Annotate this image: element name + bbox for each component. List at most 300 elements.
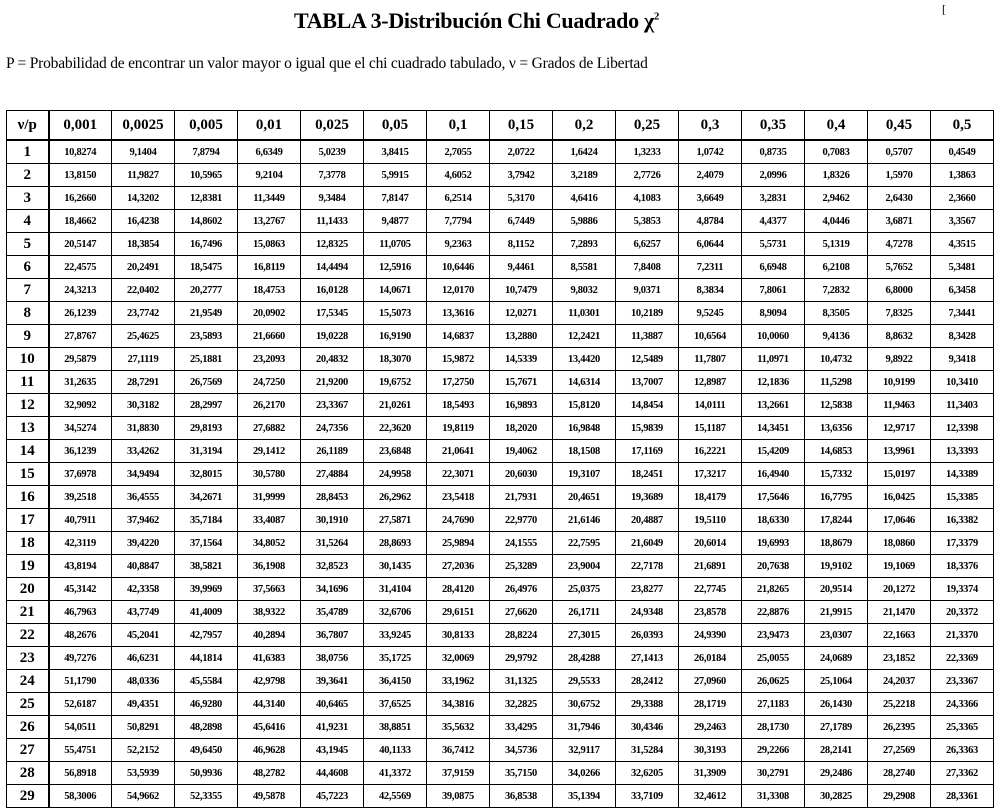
value-cell: 12,8987 (679, 371, 742, 394)
value-cell: 43,1945 (301, 739, 364, 762)
value-cell: 8,1152 (490, 233, 553, 256)
degrees-of-freedom-cell: 24 (7, 670, 49, 693)
value-cell: 4,0446 (805, 210, 868, 233)
table-row (7, 302, 994, 325)
value-cell: 27,3015 (553, 624, 616, 647)
value-cell: 24,0689 (805, 647, 868, 670)
value-cell: 21,6891 (679, 555, 742, 578)
value-cell: 18,4662 (49, 210, 112, 233)
value-cell: 19,3689 (616, 486, 679, 509)
column-header: 0,3 (679, 111, 742, 141)
value-cell: 17,1169 (616, 440, 679, 463)
value-cell: 5,9915 (364, 164, 427, 187)
value-cell: 16,9848 (553, 417, 616, 440)
value-cell: 13,6356 (805, 417, 868, 440)
value-cell: 46,6231 (112, 647, 175, 670)
value-cell: 21,0261 (364, 394, 427, 417)
table-row (7, 624, 994, 647)
value-cell: 20,3372 (931, 601, 994, 624)
value-cell: 25,3365 (931, 716, 994, 739)
value-cell: 31,3909 (679, 762, 742, 785)
value-cell: 31,3308 (742, 785, 805, 808)
value-cell: 41,9231 (301, 716, 364, 739)
value-cell: 3,6871 (868, 210, 931, 233)
table-row (7, 348, 994, 371)
value-cell: 3,3567 (931, 210, 994, 233)
value-cell: 27,8767 (49, 325, 112, 348)
value-cell: 7,8325 (868, 302, 931, 325)
value-cell: 25,0375 (553, 578, 616, 601)
value-cell: 26,1711 (553, 601, 616, 624)
value-cell: 15,1187 (679, 417, 742, 440)
value-cell: 24,7356 (301, 417, 364, 440)
value-cell: 9,2104 (238, 164, 301, 187)
value-cell: 22,3620 (364, 417, 427, 440)
value-cell: 1,3233 (616, 140, 679, 164)
value-cell: 21,0641 (427, 440, 490, 463)
column-header: 0,15 (490, 111, 553, 141)
value-cell: 30,4346 (616, 716, 679, 739)
value-cell: 36,7807 (301, 624, 364, 647)
value-cell: 13,3616 (427, 302, 490, 325)
value-cell: 28,1719 (679, 693, 742, 716)
value-cell: 27,3362 (931, 762, 994, 785)
value-cell: 46,9280 (175, 693, 238, 716)
value-cell: 14,4494 (301, 256, 364, 279)
value-cell: 38,5821 (175, 555, 238, 578)
value-cell: 23,0307 (805, 624, 868, 647)
value-cell: 18,6330 (742, 509, 805, 532)
value-cell: 42,9798 (238, 670, 301, 693)
value-cell: 1,8326 (805, 164, 868, 187)
value-cell: 44,1814 (175, 647, 238, 670)
value-cell: 23,3367 (301, 394, 364, 417)
value-cell: 33,9245 (364, 624, 427, 647)
value-cell: 28,8693 (364, 532, 427, 555)
value-cell: 41,6383 (238, 647, 301, 670)
value-cell: 11,7807 (679, 348, 742, 371)
degrees-of-freedom-cell: 15 (7, 463, 49, 486)
value-cell: 19,1069 (868, 555, 931, 578)
value-cell: 21,9915 (805, 601, 868, 624)
value-cell: 16,8119 (238, 256, 301, 279)
value-cell: 45,7223 (301, 785, 364, 808)
value-cell: 12,9717 (868, 417, 931, 440)
value-cell: 7,7794 (427, 210, 490, 233)
value-cell: 28,4288 (553, 647, 616, 670)
value-cell: 13,4420 (553, 348, 616, 371)
value-cell: 28,7291 (112, 371, 175, 394)
value-cell: 32,6205 (616, 762, 679, 785)
value-cell: 16,7496 (175, 233, 238, 256)
value-cell: 7,8061 (742, 279, 805, 302)
value-cell: 32,9117 (553, 739, 616, 762)
value-cell: 28,8453 (301, 486, 364, 509)
value-cell: 28,2997 (175, 394, 238, 417)
value-cell: 29,8193 (175, 417, 238, 440)
value-cell: 28,3361 (931, 785, 994, 808)
value-cell: 35,7150 (490, 762, 553, 785)
value-cell: 36,8538 (490, 785, 553, 808)
value-cell: 19,9102 (805, 555, 868, 578)
value-cell: 11,3403 (931, 394, 994, 417)
column-header: 0,0025 (112, 111, 175, 141)
column-header: 0,001 (49, 111, 112, 141)
value-cell: 23,5418 (427, 486, 490, 509)
value-cell: 40,6465 (301, 693, 364, 716)
value-cell: 9,4461 (490, 256, 553, 279)
value-cell: 11,0971 (742, 348, 805, 371)
value-cell: 16,7795 (805, 486, 868, 509)
value-cell: 7,8408 (616, 256, 679, 279)
value-cell: 25,1881 (175, 348, 238, 371)
value-cell: 16,9190 (364, 325, 427, 348)
value-cell: 21,9549 (175, 302, 238, 325)
value-cell: 28,2740 (868, 762, 931, 785)
value-cell: 39,4220 (112, 532, 175, 555)
value-cell: 14,5339 (490, 348, 553, 371)
value-cell: 31,4104 (364, 578, 427, 601)
value-cell: 49,4351 (112, 693, 175, 716)
value-cell: 21,6049 (616, 532, 679, 555)
value-cell: 39,0875 (427, 785, 490, 808)
column-header: 0,01 (238, 111, 301, 141)
value-cell: 26,4976 (490, 578, 553, 601)
value-cell: 38,8851 (364, 716, 427, 739)
value-cell: 15,5073 (364, 302, 427, 325)
value-cell: 27,6620 (490, 601, 553, 624)
value-cell: 13,2880 (490, 325, 553, 348)
value-cell: 12,1836 (742, 371, 805, 394)
value-cell: 35,5632 (427, 716, 490, 739)
value-cell: 15,0197 (868, 463, 931, 486)
value-cell: 34,5736 (490, 739, 553, 762)
value-cell: 7,8794 (175, 140, 238, 164)
value-cell: 16,3382 (931, 509, 994, 532)
value-cell: 9,3484 (301, 187, 364, 210)
value-cell: 5,3481 (931, 256, 994, 279)
value-cell: 25,9894 (427, 532, 490, 555)
table-row (7, 693, 994, 716)
degrees-of-freedom-cell: 4 (7, 210, 49, 233)
value-cell: 9,3418 (931, 348, 994, 371)
title-superscript: 2 (653, 10, 660, 23)
value-cell: 4,7278 (868, 233, 931, 256)
table-row (7, 785, 994, 808)
value-cell: 21,9200 (301, 371, 364, 394)
table-row (7, 601, 994, 624)
value-cell: 45,5584 (175, 670, 238, 693)
value-cell: 4,4377 (742, 210, 805, 233)
value-cell: 18,0860 (868, 532, 931, 555)
value-cell: 35,1725 (364, 647, 427, 670)
degrees-of-freedom-cell: 3 (7, 187, 49, 210)
value-cell: 23,8578 (679, 601, 742, 624)
value-cell: 32,8523 (301, 555, 364, 578)
value-cell: 6,2514 (427, 187, 490, 210)
table-row (7, 463, 994, 486)
value-cell: 33,4295 (490, 716, 553, 739)
value-cell: 25,3289 (490, 555, 553, 578)
value-cell: 2,7726 (616, 164, 679, 187)
degrees-of-freedom-cell: 25 (7, 693, 49, 716)
value-cell: 5,3853 (616, 210, 679, 233)
value-cell: 32,9092 (49, 394, 112, 417)
value-cell: 0,8735 (742, 140, 805, 164)
value-cell: 9,4136 (805, 325, 868, 348)
value-cell: 30,2791 (742, 762, 805, 785)
value-cell: 10,6446 (427, 256, 490, 279)
value-cell: 32,2825 (490, 693, 553, 716)
value-cell: 9,1404 (112, 140, 175, 164)
table-row (7, 256, 994, 279)
value-cell: 48,2782 (238, 762, 301, 785)
column-header: 0,45 (868, 111, 931, 141)
table-row (7, 647, 994, 670)
value-cell: 36,1239 (49, 440, 112, 463)
value-cell: 42,3119 (49, 532, 112, 555)
value-cell: 26,2170 (238, 394, 301, 417)
value-cell: 12,3398 (931, 417, 994, 440)
degrees-of-freedom-cell: 23 (7, 647, 49, 670)
value-cell: 17,0646 (868, 509, 931, 532)
table-row (7, 716, 994, 739)
value-cell: 28,2141 (805, 739, 868, 762)
value-cell: 14,3202 (112, 187, 175, 210)
value-cell: 28,4120 (427, 578, 490, 601)
value-cell: 6,6349 (238, 140, 301, 164)
value-cell: 31,2635 (49, 371, 112, 394)
value-cell: 45,3142 (49, 578, 112, 601)
value-cell: 13,2767 (238, 210, 301, 233)
value-cell: 27,4884 (301, 463, 364, 486)
value-cell: 31,9999 (238, 486, 301, 509)
value-cell: 10,7479 (490, 279, 553, 302)
value-cell: 46,9628 (238, 739, 301, 762)
value-cell: 10,5965 (175, 164, 238, 187)
value-cell: 9,4877 (364, 210, 427, 233)
value-cell: 24,1555 (490, 532, 553, 555)
value-cell: 7,8147 (364, 187, 427, 210)
value-cell: 43,7749 (112, 601, 175, 624)
degrees-of-freedom-cell: 5 (7, 233, 49, 256)
value-cell: 29,2463 (679, 716, 742, 739)
value-cell: 0,5707 (868, 140, 931, 164)
value-cell: 52,3355 (175, 785, 238, 808)
value-cell: 24,2037 (868, 670, 931, 693)
value-cell: 12,5916 (364, 256, 427, 279)
table-row (7, 532, 994, 555)
value-cell: 22,8876 (742, 601, 805, 624)
value-cell: 12,0271 (490, 302, 553, 325)
value-cell: 25,2218 (868, 693, 931, 716)
table-row (7, 486, 994, 509)
value-cell: 27,1119 (112, 348, 175, 371)
value-cell: 8,3428 (931, 325, 994, 348)
degrees-of-freedom-cell: 11 (7, 371, 49, 394)
value-cell: 29,5879 (49, 348, 112, 371)
value-cell: 17,3217 (679, 463, 742, 486)
value-cell: 5,1319 (805, 233, 868, 256)
value-cell: 15,3385 (931, 486, 994, 509)
value-cell: 45,6416 (238, 716, 301, 739)
value-cell: 29,9792 (490, 647, 553, 670)
value-cell: 3,8415 (364, 140, 427, 164)
value-cell: 18,1508 (553, 440, 616, 463)
degrees-of-freedom-cell: 20 (7, 578, 49, 601)
table-row (7, 187, 994, 210)
value-cell: 24,3213 (49, 279, 112, 302)
table-row (7, 739, 994, 762)
value-cell: 22,0402 (112, 279, 175, 302)
value-cell: 2,7055 (427, 140, 490, 164)
value-cell: 10,3410 (931, 371, 994, 394)
table-row (7, 578, 994, 601)
column-header: 0,2 (553, 111, 616, 141)
value-cell: 55,4751 (49, 739, 112, 762)
value-cell: 20,6030 (490, 463, 553, 486)
page-subtitle: P = Probabilidad de encontrar un valor mayor o igual que el chi cuadrado tabulado, ν = Grados de Libertad (6, 55, 648, 72)
value-cell: 18,8679 (805, 532, 868, 555)
value-cell: 17,3379 (931, 532, 994, 555)
value-cell: 11,9463 (868, 394, 931, 417)
value-cell: 20,2491 (112, 256, 175, 279)
value-cell: 15,9839 (616, 417, 679, 440)
value-cell: 40,8847 (112, 555, 175, 578)
value-cell: 30,1435 (364, 555, 427, 578)
value-cell: 27,2036 (427, 555, 490, 578)
value-cell: 33,7109 (616, 785, 679, 808)
value-cell: 14,8602 (175, 210, 238, 233)
value-cell: 35,1394 (553, 785, 616, 808)
column-header: 0,025 (301, 111, 364, 141)
value-cell: 31,1325 (490, 670, 553, 693)
value-cell: 58,3006 (49, 785, 112, 808)
value-cell: 23,2093 (238, 348, 301, 371)
value-cell: 35,4789 (301, 601, 364, 624)
value-cell: 38,0756 (301, 647, 364, 670)
value-cell: 33,4262 (112, 440, 175, 463)
value-cell: 18,3376 (931, 555, 994, 578)
value-cell: 14,6853 (805, 440, 868, 463)
value-cell: 30,3182 (112, 394, 175, 417)
value-cell: 19,3374 (931, 578, 994, 601)
value-cell: 42,3358 (112, 578, 175, 601)
value-cell: 9,0371 (616, 279, 679, 302)
value-cell: 20,4651 (553, 486, 616, 509)
table-row (7, 325, 994, 348)
value-cell: 12,8325 (301, 233, 364, 256)
value-cell: 48,2898 (175, 716, 238, 739)
value-cell: 56,8918 (49, 762, 112, 785)
value-cell: 19,6993 (742, 532, 805, 555)
degrees-of-freedom-cell: 26 (7, 716, 49, 739)
value-cell: 37,1564 (175, 532, 238, 555)
value-cell: 28,2412 (616, 670, 679, 693)
value-cell: 14,6837 (427, 325, 490, 348)
value-cell: 43,8194 (49, 555, 112, 578)
value-cell: 26,0184 (679, 647, 742, 670)
value-cell: 3,7942 (490, 164, 553, 187)
value-cell: 24,7690 (427, 509, 490, 532)
value-cell: 29,5533 (553, 670, 616, 693)
value-cell: 39,3641 (301, 670, 364, 693)
value-cell: 20,2777 (175, 279, 238, 302)
value-cell: 36,4150 (364, 670, 427, 693)
degrees-of-freedom-cell: 2 (7, 164, 49, 187)
degrees-of-freedom-cell: 12 (7, 394, 49, 417)
value-cell: 31,7946 (553, 716, 616, 739)
degrees-of-freedom-cell: 22 (7, 624, 49, 647)
value-cell: 13,9961 (868, 440, 931, 463)
column-header: 0,4 (805, 111, 868, 141)
value-cell: 26,1430 (805, 693, 868, 716)
value-cell: 26,2395 (868, 716, 931, 739)
value-cell: 15,0863 (238, 233, 301, 256)
value-cell: 8,5581 (553, 256, 616, 279)
value-cell: 17,2750 (427, 371, 490, 394)
degrees-of-freedom-cell: 17 (7, 509, 49, 532)
value-cell: 0,7083 (805, 140, 868, 164)
value-cell: 32,0069 (427, 647, 490, 670)
value-cell: 8,3834 (679, 279, 742, 302)
value-cell: 12,5838 (805, 394, 868, 417)
value-cell: 0,4549 (931, 140, 994, 164)
value-cell: 23,6848 (364, 440, 427, 463)
table-row (7, 140, 994, 164)
value-cell: 49,7276 (49, 647, 112, 670)
value-cell: 26,2962 (364, 486, 427, 509)
value-cell: 7,2832 (805, 279, 868, 302)
value-cell: 21,1470 (868, 601, 931, 624)
value-cell: 23,1852 (868, 647, 931, 670)
value-cell: 22,3369 (931, 647, 994, 670)
value-cell: 30,2825 (805, 785, 868, 808)
value-cell: 36,7412 (427, 739, 490, 762)
value-cell: 25,1064 (805, 670, 868, 693)
value-cell: 9,2363 (427, 233, 490, 256)
column-header: 0,1 (427, 111, 490, 141)
value-cell: 21,6660 (238, 325, 301, 348)
value-cell: 2,6430 (868, 187, 931, 210)
table-row (7, 279, 994, 302)
value-cell: 9,8032 (553, 279, 616, 302)
value-cell: 14,0671 (364, 279, 427, 302)
value-cell: 22,4575 (49, 256, 112, 279)
value-cell: 15,7671 (490, 371, 553, 394)
value-cell: 15,4209 (742, 440, 805, 463)
degrees-of-freedom-cell: 29 (7, 785, 49, 808)
value-cell: 11,3887 (616, 325, 679, 348)
value-cell: 34,9494 (112, 463, 175, 486)
degrees-of-freedom-cell: 21 (7, 601, 49, 624)
value-cell: 26,0625 (742, 670, 805, 693)
value-cell: 37,6978 (49, 463, 112, 486)
value-cell: 19,4062 (490, 440, 553, 463)
degrees-of-freedom-cell: 1 (7, 140, 49, 164)
value-cell: 27,6882 (238, 417, 301, 440)
value-cell: 26,1189 (301, 440, 364, 463)
value-cell: 10,2189 (616, 302, 679, 325)
degrees-of-freedom-cell: 8 (7, 302, 49, 325)
value-cell: 26,3363 (931, 739, 994, 762)
value-cell: 33,4087 (238, 509, 301, 532)
value-cell: 1,5970 (868, 164, 931, 187)
value-cell: 48,2676 (49, 624, 112, 647)
value-cell: 24,9348 (616, 601, 679, 624)
value-cell: 14,0111 (679, 394, 742, 417)
value-cell: 18,4179 (679, 486, 742, 509)
